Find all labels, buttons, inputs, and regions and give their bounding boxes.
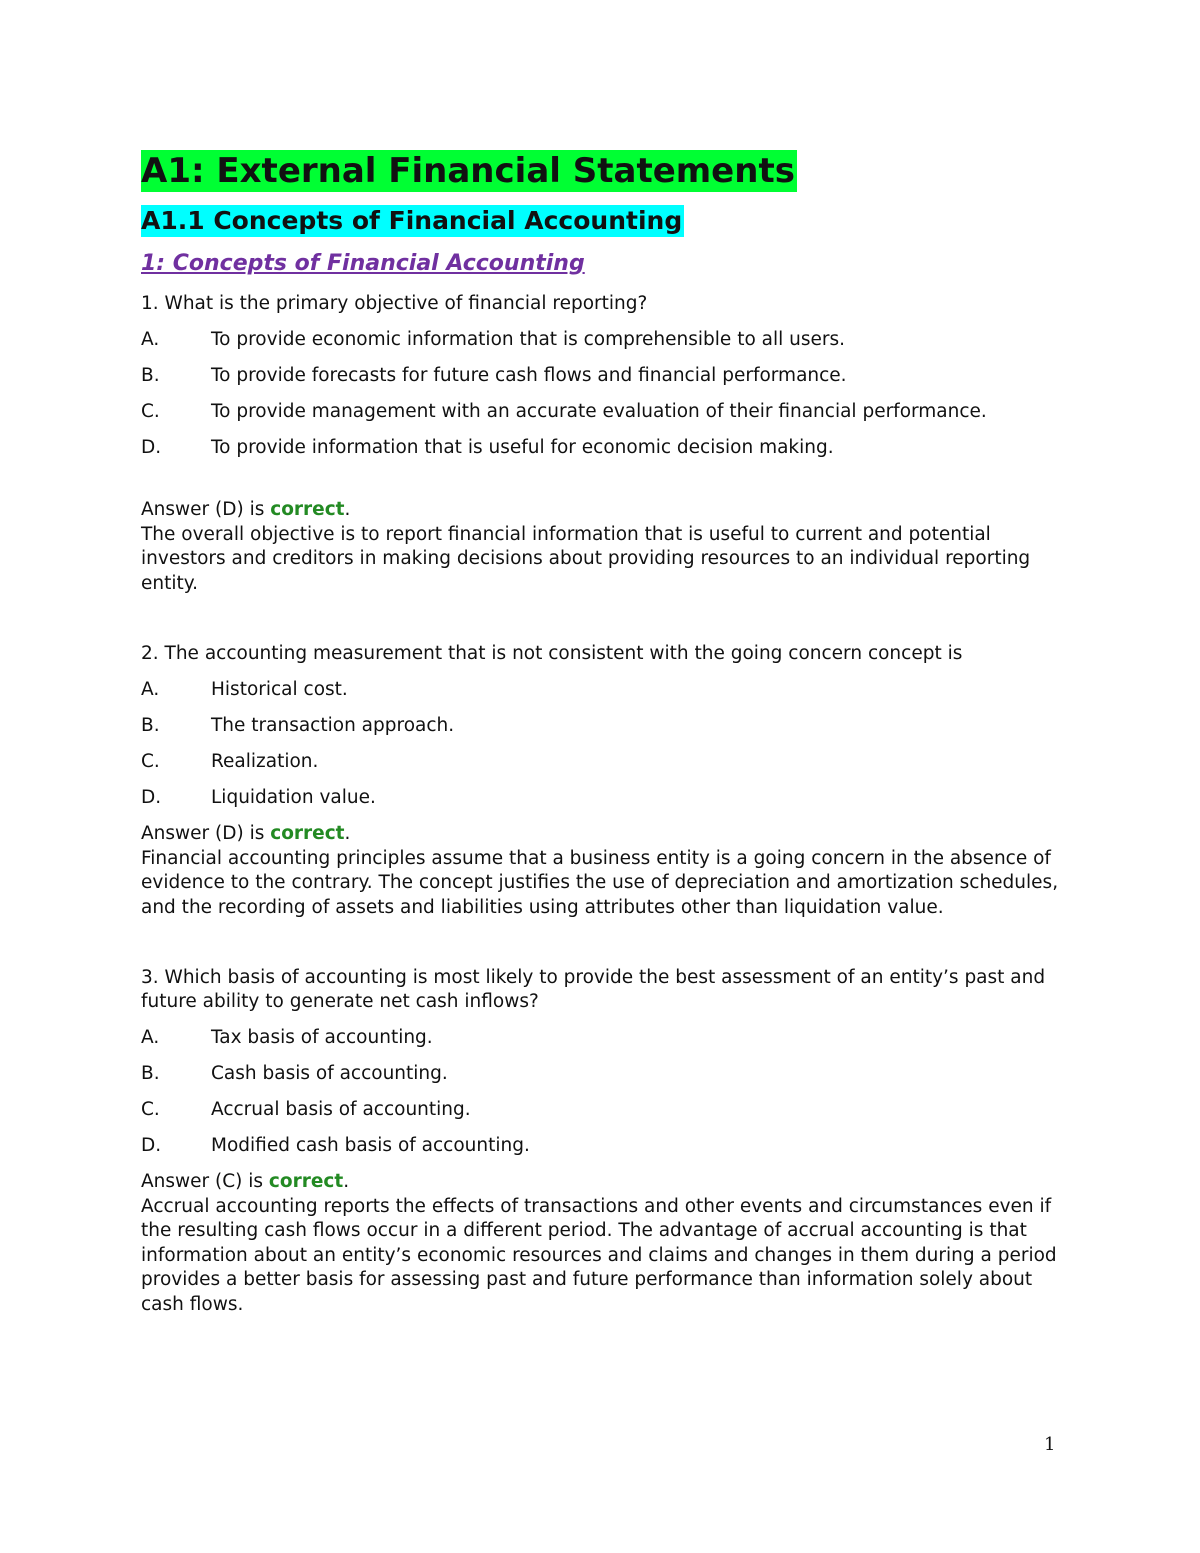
option-item [141,1098,1061,1122]
option-letter: D. [141,787,162,808]
option-text: Modified cash basis of accounting. [211,1135,530,1156]
option-letter: C. [141,751,160,772]
option-letter: B. [141,715,160,736]
option-item [141,1026,1061,1050]
option-list [141,1026,1061,1158]
answer-explanation: The overall objective is to report financial information that is useful to current and potential investors and creditors in making decisions about providing resources to an individual reporting entity. [141,523,1031,594]
heading-3: 1: Concepts of Financial Accounting [141,251,585,276]
answer-suffix: . [344,823,351,844]
document-page [141,150,1061,1317]
heading-1-wrap [141,150,1061,192]
option-text: Realization. [211,751,319,772]
answer-explanation: Accrual accounting reports the effects of transactions and other events and circumstances even if the resulting cash flows occur in a different period. The advantage of accrual accounting is that information about an entity’s economic resources and claims and changes in them during a period provides a better basis for assessing past and future performance than information solely about cash flows. [141,1195,1057,1315]
option-item [141,714,1061,738]
option-text: The transaction approach. [211,715,455,736]
option-letter: D. [141,437,162,458]
option-letter: D. [141,1135,162,1156]
answer-line [141,498,1061,523]
answer-suffix: . [344,499,351,520]
option-letter: A. [141,329,160,350]
answer-line [141,822,1061,847]
option-text: Historical cost. [211,679,348,700]
option-text: Liquidation value. [211,787,376,808]
option-item [141,328,1061,352]
answer-explanation: Financial accounting principles assume that a business entity is a going concern in the absence of evidence to the contrary. The concept justifies the use of depreciation and amortization schedules, and the recording of assets and liabilities using attributes other than liquidation value. [141,847,1059,918]
option-letter: C. [141,401,160,422]
heading-2: A1.1 Concepts of Financial Accounting [141,206,683,235]
question-text: 2. The accounting measurement that is not consistent with the going concern concept is [141,643,963,664]
question-block-2 [141,642,1061,920]
option-text: Accrual basis of accounting. [211,1099,471,1120]
option-letter: A. [141,1027,160,1048]
option-text: To provide forecasts for future cash flows and financial performance. [211,365,847,386]
option-letter: A. [141,679,160,700]
question-block-1 [141,292,1061,596]
option-text: To provide management with an accurate evaluation of their financial performance. [211,401,987,422]
option-list [141,678,1061,810]
option-item [141,364,1061,388]
heading-2-wrap [141,192,1061,237]
correct-word: correct [270,499,345,520]
option-item [141,786,1061,810]
option-letter: C. [141,1099,160,1120]
option-text: To provide economic information that is comprehensible to all users. [211,329,846,350]
option-letter: B. [141,365,160,386]
option-item [141,436,1061,460]
option-list [141,328,1061,460]
option-text: To provide information that is useful for economic decision making. [211,437,834,458]
correct-word: correct [270,823,345,844]
option-item [141,400,1061,424]
option-item [141,678,1061,702]
option-text: Cash basis of accounting. [211,1063,448,1084]
option-item [141,750,1061,774]
option-item [141,1062,1061,1086]
option-letter: B. [141,1063,160,1084]
option-item [141,1134,1061,1158]
correct-word: correct [268,1171,344,1192]
answer-prefix: Answer (D) is [141,499,271,520]
answer-prefix: Answer (D) is [141,823,271,844]
answer-prefix: Answer (C) is [141,1171,269,1192]
question-text: 3. Which basis of accounting is most likely to provide the best assessment of an entity’s past and future ability to generate net cash inflows? [141,967,1046,1012]
page-number: 1 [1044,1434,1056,1455]
question-block-3 [141,966,1061,1317]
question-text: 1. What is the primary objective of financial reporting? [141,293,648,314]
answer-suffix: . [343,1171,350,1192]
answer-line [141,1170,1061,1195]
option-text: Tax basis of accounting. [211,1027,433,1048]
heading-1: A1: External Financial Statements [141,151,795,191]
